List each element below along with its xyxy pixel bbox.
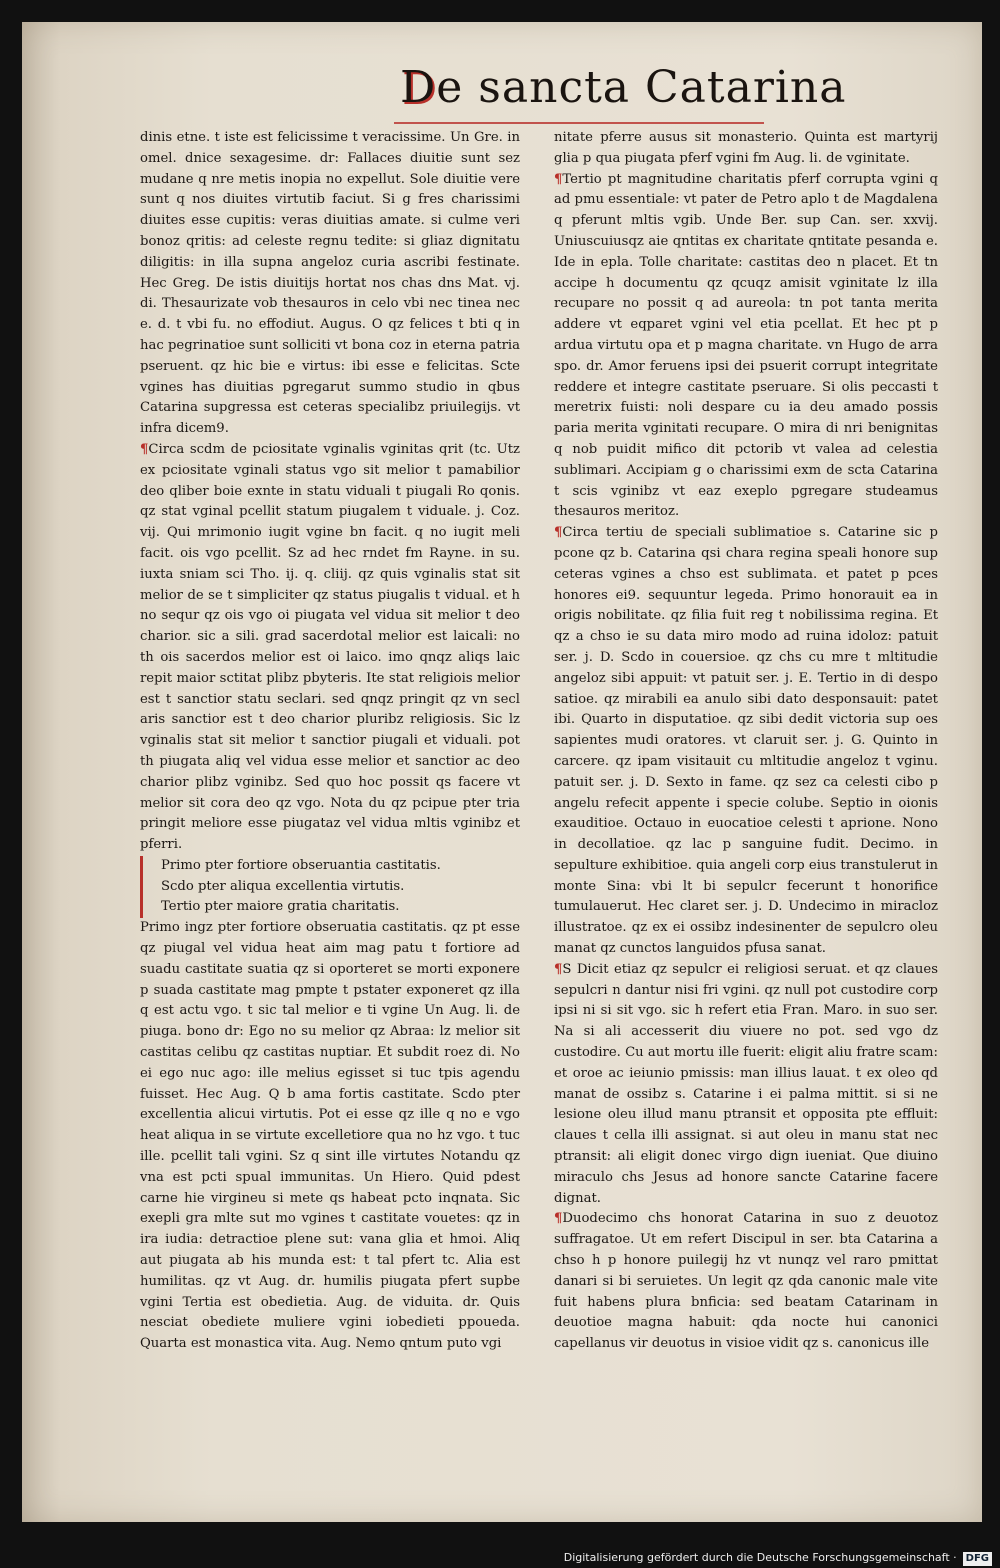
right-rubric-2: Tertio bbox=[562, 171, 602, 187]
right-paragraph-4: Dicit etiaz qz sepulcr ei religiosi seruat. et qz claues sepulcri n dantur nisi fri vgini. qz null pot custodire corp ipsi ni si sit vgo. sic h refert etia Fran. Maro. in suo ser. Na si ali accesserit diu viuere no pot. sed vgo dz custodire. Cu aut mortu ille fuerit: eligit aliu fratre scam: et oroe ac ieiunio pmissis: man illius lauat. t ex oleo qd manat de ossibz s. Catarine i ei palma mittit. si si ne lesione oleu illud manu ptransit et opposita pte effluit: claues t cella illi assignat. si aut oleu in manu stat nec ptransit: ali eligit donec virgo dign iueniat. Que diuino miraculo chs Jesus ad honore sancte Catarine facere dignat. bbox=[554, 961, 938, 1206]
right-rubric-4: S bbox=[562, 961, 572, 977]
bracketed-list bbox=[140, 856, 520, 918]
list-item: Primo pter fortiore obseruantia castitatis. bbox=[161, 857, 441, 873]
left-rubric-2: Circa scdm de pciositate vginalis vginitas qrit bbox=[148, 441, 464, 457]
right-column bbox=[554, 128, 938, 1355]
pilcrow-mark: ¶ bbox=[554, 1211, 563, 1227]
pilcrow-mark: ¶ bbox=[554, 961, 563, 977]
heading-initial: D bbox=[400, 62, 437, 113]
left-paragraph-2: (tc. Utz ex pciositate vginali status vgo sit melior t pamabilior deo qliber boie exnte in statu viduali t piugali Ro qonis. qz stat vginal pcellit statum piugalem t viduale. j. Coz. vij. Qui mrimonio iugit vgine bn facit. q no iugit meli facit. ois vgo pcellit. Sz ad hec rndet fm Rayne. in su. iuxta sniam sci Tho. ij. q. cliij. qz quis vginalis stat sit melior de se t simpliciter qz status piugalis t vidual. et h no sequr qz ois vgo oi piugata vel vidua sit melior t deo charior. sic a sili. grad sacerdotal melior est laicali: no th ois sacerdos melior est oi laico. imo qnqz aliqs laic repit maior sctitat plibz pbyteris. Ite stat religiois melior est t sanctior statu seclari. sed qnqz pringit qz vn secl aris sanctior est t deo charior pluribz religiosis. Sic lz vginalis stat sit melior t sanctior piugali et viduali. pot th piugata aliq vel vidua esse melior et sanctior ac deo charior plibz vginibz. Sed quo hoc possit qs facere vt melior sit cora deo qz vgo. Nota du qz pcipue pter tria pringit meliore esse piugataz vel vidua mltis vginibz et pferri. bbox=[140, 441, 520, 853]
left-paragraph-3: Primo ingz pter fortiore obseruatia castitatis. qz pt esse qz piugal vel vidua heat aim mag patu t fortiore ad suadu castitate suatia qz si oporteret se morti exponere p suada castitate mag pmpte t pstater exponeret qz illa q est actu vgo. t sic tal melior e ti vgine Un Aug. li. de piuga. bono dr: Ego no su melior qz Abraa: lz melior sit castitas celibu qz castitas nuptiar. Et subdit roez di. No ei ego nuc ago: ille melius egisset si tuc tpis agendu fuisset. Hec Aug. Q b ama fortis castitate. Scdo pter excellentia alicui virtutis. Pot ei esse qz ille q no e vgo heat aliqua in se virtute excelletiore qua no hz vgo. t tuc ille. pcellit tali vgini. Sz q sint ille virtutes Notandu qz vna est pcti spual immunitas. Un Hiero. Quid pdest carne hie virgineu si mete qs habeat pcto inqnata. Sic exepli gra mlte sut mo vgines t castitate vouetes: qz in ira iudia: detractioe plene sut: vana glia et hmoi. Aliq aut piugata ab his munda est: t tal pfert tc. Alia est humilitas. qz vt Aug. dr. humilis piugata pfert supbe vgini Tertia est obedietia. Aug. de viduita. dr. Quis nesciat obediete muliere vgini iobedieti ppoueda. Quarta est monastica vita. Aug. Nemo qntum puto vgi bbox=[140, 920, 520, 1352]
heading-text: e sancta Catarina bbox=[436, 62, 847, 113]
list-item: Scdo pter aliqua excellentia virtutis. bbox=[161, 878, 405, 894]
right-paragraph-3: s. Catarine sic p pcone qz b. Catarina qsi chara regina speali honore sup ceteras vgines a chso est sublimata. et patet p pces honores ei9. sequuntur legeda. Primo honorauit ea in origis nobilitate. qz filia fuit reg t nobilissima regina. Et qz a chso ie su data miro modo ad ruina idoloz: patuit ser. j. D. Scdo in couersioe. qz chs cu mre t mltitudie angeloz sibi appuit: vt patuit ser. j. E. Tertio in di despo satioe. qz mirabili ea anulo sibi dato desponsauit: patet ibi. Quarto in disputatioe. qz sibi dedit victoria sup oes sapientes mudi oratores. vt claruit ser. j. G. Quinto in carcere. qz ipam visitauit cu mltitudie angeloz t vginu. patuit ser. j. D. Sexto in fame. qz sez ca celesti cibo p angelu refecit appente i specie colube. Septio in oionis exauditioe. Octauo in euocatioe celesti t aprione. Nono in decollatioe. qz lac p sanguine fudit. Decimo. in sepulture exhibitioe. quia angeli corp eius transtulerut in monte Sina: vbi lt bi sepulcr fecerunt t honorifice tumulauerut. Hec claret ser. j. D. Undecimo in miracloz illustratoe. qz ex ei ossibz indesinenter de sepulcro oleu manat qz cunctos languidos pfusa sanat. bbox=[554, 525, 938, 957]
pilcrow-mark: ¶ bbox=[140, 441, 149, 457]
right-rubric-3: Circa tertiu de speciali sublimatioe bbox=[562, 525, 812, 541]
left-paragraph-1: dinis etne. t iste est felicissime t veracissime. Un Gre. in omel. dnice sexagesime. dr: Fallaces diuitie sunt sez mudane q nre metis inopia no expellut. Sole diuitie vere sunt q nos diuites virtutib faciut. Si g fres charissimi diuites esse cupitis: veras diuitias amate. si culme veri bonoz qritis: ad celeste regnu tedite: si gliaz dignitatu diligitis: in illa supna angeloz curia ascribi festinate. Hec Greg. De istis diuitijs hortat nos chas dns Mat. vj. di. Thesaurizate vob thesauros in celo vbi nec tinea nec e. d. t vbi fu. no effodiut. Augus. O qz felices t bti q in hac pegrinatioe sunt solliciti vt bona coz in eterna patria pseruent. qz hic bie e virtus: ibi esse e felicitas. Scte vgines has diuitias pgregarut summo studio in qbus Catarina supgressa est ceteras specialibz priuilegijs. vt infra dicem9. bbox=[140, 130, 520, 437]
right-paragraph-1: nitate pferre ausus sit monasterio. Quinta est martyrij glia p qua piugata pferf vgini fm Aug. li. de vginitate. bbox=[554, 130, 938, 166]
pilcrow-mark: ¶ bbox=[554, 525, 563, 541]
left-column bbox=[140, 128, 520, 1355]
heading-underline bbox=[394, 122, 764, 124]
right-paragraph-2: pt magnitudine charitatis pferf corrupta vgini q ad pmu essentiale: vt pater de Petro aplo t de Magdalena q pferunt mltis vgib. Unde Ber. sup Can. ser. xxvij. Uniuscuiusqz aie qntitas ex charitate qntitate pesanda e. Ide in epla. Tolle charitate: castitas deo n placet. Et tn accipe h documentu qz qcuqz amisit vginitate lz illa recupare no possit q ad aureola: tn pot tanta merita addere vt eqparet vgini vel etia pcellat. Et hec pt p ardua virtutu opa et p magna charitate. vn Hugo de arra spo. dr. Amor feruens ipsi dei psuerit corrupt integritate reddere et integre castitate pseruare. Si olis peccasti t meretrix fuisti: noli despare cu ia deu amado possis paria merita vginitati recupare. O mira di nri benignitas q nob puidit mifico dit pctorib vt valea ad celestia sublimari. Accipiam g o charissimi exm de scta Catarina t scis vginibz vt eaz exeplo pgregare studeamus thesauros meritoz. bbox=[554, 171, 938, 520]
list-item: Tertio pter maiore gratia charitatis. bbox=[161, 899, 400, 915]
right-rubric-5: Duodecimo bbox=[562, 1211, 638, 1227]
right-paragraph-5: chs honorat Catarina in suo z deuotoz suffragatoe. Ut em refert Discipul in ser. bta Catarina a chso h p honore puilegij hz vt nunqz vel raro pmittat danari si bi seruietes. Un legit qz qda canonic male vite fuit habens plura bnficia: sed beatam Catarinam in deuotioe magna habuit: qda nocte hui canonici capellanus vir deuotus in visioe vidit qz s. canonicus ille bbox=[554, 1211, 938, 1352]
footer-text: Digitalisierung gefördert durch die Deutsche Forschungsgemeinschaft · bbox=[563, 1551, 957, 1564]
dfg-logo: DFG bbox=[963, 1552, 992, 1566]
pilcrow-mark: ¶ bbox=[554, 171, 563, 187]
page-heading bbox=[400, 62, 847, 113]
digitization-footer bbox=[0, 1548, 1000, 1568]
